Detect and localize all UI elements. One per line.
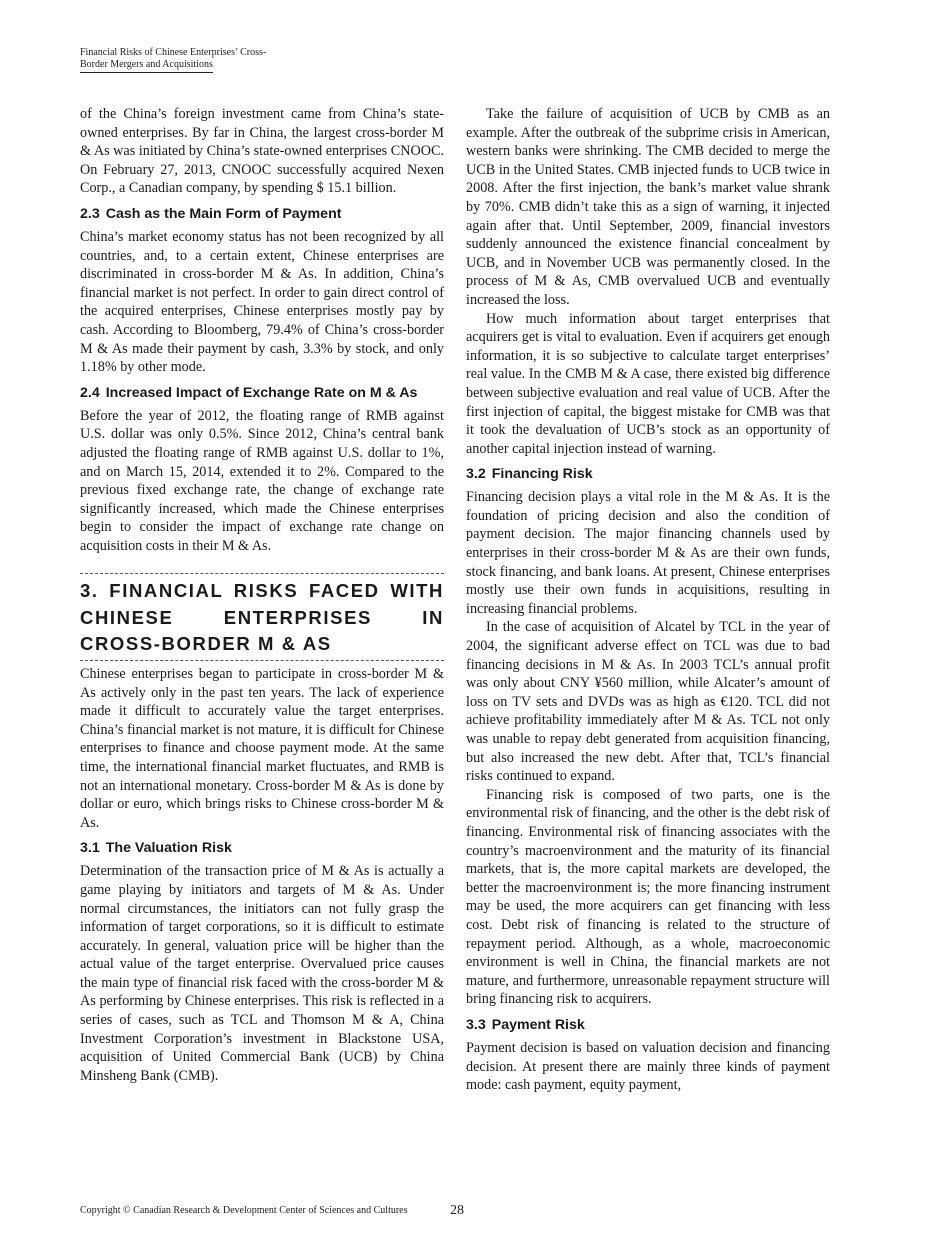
paragraph-3-2-b: In the case of acquisition of Alcatel by TCL in the year of 2004, the significant adverse effect on TCL was due to bad financing decisions in M & As. In 2003 TCL’s annual profit was only about CNY ¥560 million, while Alcater’s amount of loss on TV sets and DVDs was as high as €120. TCL did not achieve profitability immediately after M & As. TCL not only was unable to repay debt generated from acquisition financing, but also increased the new debt. After that, TCL’s financial risks continued to expand. xyxy=(466,619,830,785)
heading-3-2 xyxy=(466,465,830,483)
running-head-line-1: Financial Risks of Chinese Enterprises’ Cross- xyxy=(80,47,267,58)
paragraph-information: How much information about target enterprises that acquirers get is vital to evaluation. Even if acquirers get enough information, it is so subjective to calculate target enterprises’ real value. In the CMB M & A case, there existed big difference between subjective evaluation and real value of UCB. After the first injection of capital, the biggest mistake for CMB was that it took the devaluation of UCB’s stock as an opportunity of another capital injection instead of warning. xyxy=(466,310,830,457)
heading-2-3 xyxy=(80,205,444,223)
running-head-line-2: Border Mergers and Acquisitions xyxy=(80,59,213,73)
running-head xyxy=(80,47,266,73)
heading-3-3-number: 3.3 xyxy=(466,1016,486,1033)
heading-3-1 xyxy=(80,839,444,857)
heading-2-3-number: 2.3 xyxy=(80,205,100,222)
paragraph-3-1: Determination of the transaction price of M & As is actually a game playing by initiators and targets of M & As. Under normal circumstances, the initiators can not fully grasp the information of target corporations, so it is difficult to estimate accurately. In general, valuation price will be higher than the actual value of the target enterprise. Overvalued price causes the main type of financial risk faced with the cross-border M & As performing by Chinese enterprises. This risk is reflected in a series of cases, such as TCL and Thomson M & A, China Investment Corporation’s investment in Blackstone USA, acquisition of United Commercial Bank (UCB) by China Minsheng Bank (CMB). xyxy=(80,863,444,1084)
heading-3-2-title: Financing Risk xyxy=(491,466,593,483)
paragraph-3-2-c: Financing risk is composed of two parts, one is the environmental risk of financing, and the other is the debt risk of financing. Environmental risk of financing associates with the country’s macroenvironment and the maturity of its financial markets, that is, the more capital markets are developed, the better the macroenvironment is; the more financing instrument may be used, the more acquirers can get financing with less cost. Debt risk of financing is related to the structure of repayment period. Although, as a whole, macroeconomic environment is well in China, the financial markets are not mature, and furthermore, unreasonable repayment structure will bring financing risk to acquirers. xyxy=(466,786,830,1008)
heading-2-4 xyxy=(80,384,444,402)
paragraph-3-3: Payment decision is based on valuation decision and financing decision. At present there are mainly three kinds of payment mode: cash payment, equity payment, xyxy=(466,1039,830,1094)
paragraph-2-3: China’s market economy status has not been recognized by all countries, and, to a certain extent, Chinese enterprises are discriminated in cross-border M & As. In addition, China’s financial market is not perfect. In order to gain direct control of the acquired enterprises, Chinese enterprises mostly pay by cash. According to Bloomberg, 79.4% of China’s cross-border M & As made their payment by cash, 3.3% by stock, and only 1.18% by other mode. xyxy=(80,228,444,376)
heading-2-4-title: Increased Impact of Exchange Rate on M & As xyxy=(105,384,418,401)
heading-3-3-title: Payment Risk xyxy=(491,1016,585,1033)
heading-3-3 xyxy=(466,1016,830,1034)
heading-3-1-number: 3.1 xyxy=(80,840,100,857)
paragraph-3: Chinese enterprises began to participate in cross-border M & As actively only in the past ten years. The lack of experience made it difficult to accurately value the target enterprises. China’s financial market is not mature, it is difficult for Chinese enterprises to finance and choose payment mode. At the same time, the international financial market fluctuates, and RMB is not an international monetary. Cross-border M & As is done by dollar or euro, which brings risks to Chinese cross-border M & As. xyxy=(80,665,444,831)
page-number: 28 xyxy=(450,1203,464,1218)
right-column xyxy=(466,105,830,1095)
paragraph-3-2-a: Financing decision plays a vital role in the M & As. It is the foundation of pricing decision and also the condition of payment decision. The major financing channels used by enterprises in their cross-border M & As are their own funds, stock financing, and bank loans. At present, Chinese enterprises mostly use their own funds in acquisitions, resulting in increasing financial problems. xyxy=(466,489,830,617)
paragraph-2-4: Before the year of 2012, the floating range of RMB against U.S. dollar was only 0.5%. Since 2012, China’s central bank adjusted the floating range of RMB against U.S. dollar to 1%, and on March 15, 2014, extended it to 2%. Compared to the previous fixed exchange rate, the change of exchange rate significantly increased, which made the Chinese enterprises begin to consider the impact of exchange rate change on acquisition costs in their M & As. xyxy=(80,407,444,554)
heading-3-1-title: The Valuation Risk xyxy=(105,840,232,857)
footer-copyright: Copyright © Canadian Research & Development Center of Sciences and Cultures xyxy=(80,1205,408,1216)
heading-3-2-number: 3.2 xyxy=(466,466,486,483)
paragraph-ucb-case: Take the failure of acquisition of UCB by CMB as an example. After the outbreak of the subprime crisis in American, western banks were shrinking. The CMB decided to merge the UCB in the United States. CMB injected funds to UCB twice in 2008. After the first injection, the bank’s market value shrank by 70%. CMB didn’t take this as a sign of warning, it injected again after that. Until September, 2009, financial investors suddenly announced the existence financial concealment by UCB, and in November UCB was permanently closed. In the process of M & As, CMB overvalued UCB and eventually increased the loss. xyxy=(466,106,830,308)
left-column xyxy=(80,105,444,1085)
paragraph-intro: of the China’s foreign investment came from China’s state-owned enterprises. By far in China, the largest cross-border M & As was initiated by China’s state-owned enterprises CNOOC. On February 27, 2013, CNOOC successfully acquired Nexen Corp., a Canadian company, by spending $ 15.1 billion. xyxy=(80,106,444,197)
heading-2-4-number: 2.4 xyxy=(80,384,100,401)
section-3-heading: 3. FINANCIAL RISKS FACED WITH CHINESE ENTERPRISES IN CROSS-BORDER M & AS xyxy=(80,573,444,661)
heading-2-3-title: Cash as the Main Form of Payment xyxy=(105,205,342,222)
